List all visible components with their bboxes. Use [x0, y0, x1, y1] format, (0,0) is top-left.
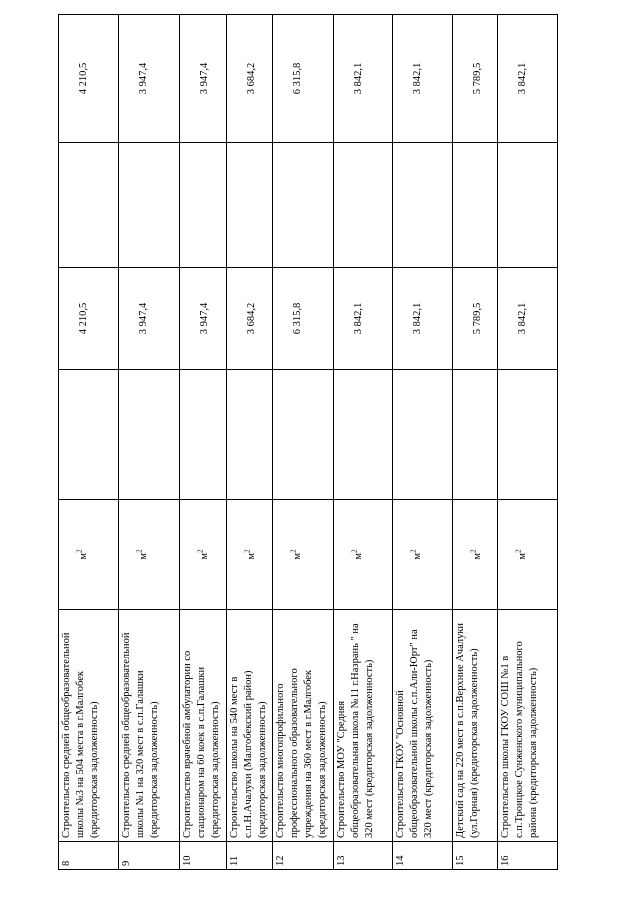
- value-cell-2: [226, 143, 272, 268]
- unit-cell: [453, 500, 498, 610]
- empty-cell: [272, 370, 333, 500]
- unit-superscript: 2: [469, 549, 478, 553]
- empty-cell: [118, 370, 180, 500]
- unit-superscript: 2: [409, 549, 418, 553]
- object-name: Строительство средней общеобразовательной школы №1 на 320 мест в с.п.Галашки (кредиторская задолженность): [118, 610, 180, 842]
- unit-cell: [272, 500, 333, 610]
- empty-cell: [498, 370, 558, 500]
- table-row: [498, 15, 558, 870]
- value-cell-1: 3 947,4: [118, 268, 180, 370]
- unit-label: м: [472, 552, 484, 560]
- unit-superscript: 2: [75, 549, 84, 553]
- unit-cell: [118, 500, 180, 610]
- row-number: 12: [272, 842, 333, 870]
- value-cell-2: [59, 143, 119, 268]
- value-cell-2: [453, 143, 498, 268]
- table-row: [226, 15, 272, 870]
- value-cell-2: [180, 143, 226, 268]
- table-row: [180, 15, 226, 870]
- unit-superscript: 2: [243, 549, 252, 553]
- row-number: 16: [498, 842, 558, 870]
- row-number: 10: [180, 842, 226, 870]
- empty-cell: [453, 370, 498, 500]
- row-number: 8: [59, 842, 119, 870]
- unit-cell: [333, 500, 393, 610]
- construction-table: [58, 14, 558, 870]
- object-name: Строительство школы ГКОУ СОШ №1 в с.п.Троицкое Сунженского муниципального района (кредиторская задолженность): [498, 610, 558, 842]
- empty-cell: [59, 370, 119, 500]
- unit-superscript: 2: [135, 549, 144, 553]
- value-cell-1: 3 947,4: [180, 268, 226, 370]
- unit-label: м: [137, 552, 149, 560]
- value-cell-1: 6 315,8: [272, 268, 333, 370]
- value-cell-3: 6 315,8: [272, 15, 333, 143]
- unit-superscript: 2: [289, 549, 298, 553]
- value-cell-1: 3 842,1: [393, 268, 453, 370]
- value-cell-2: [333, 143, 393, 268]
- object-name: Строительство средней общеобразовательной школы №3 на 504 места в г.Малгобек (кредиторская задолженность): [59, 610, 119, 842]
- table-row: [59, 15, 119, 870]
- unit-label: м: [412, 552, 424, 560]
- value-cell-3: 3 842,1: [333, 15, 393, 143]
- unit-label: м: [245, 552, 257, 560]
- object-name: Строительство ГКОУ "Основной общеобразовательной школы с.п.Али-Юрт" на 320 мест (кредиторская задолженность): [393, 610, 453, 842]
- row-number: 11: [226, 842, 272, 870]
- value-cell-2: [272, 143, 333, 268]
- empty-cell: [333, 370, 393, 500]
- unit-cell: [393, 500, 453, 610]
- value-cell-3: 4 210,5: [59, 15, 119, 143]
- rotated-page: [58, 15, 558, 870]
- table-body: [59, 15, 558, 870]
- table-row: [118, 15, 180, 870]
- empty-cell: [180, 370, 226, 500]
- object-name: Детский сад на 220 мест в с.п.Верхние Ачалуки (ул.Горная) (кредиторская задолженность): [453, 610, 498, 842]
- unit-cell: [498, 500, 558, 610]
- row-number: 15: [453, 842, 498, 870]
- unit-label: м: [517, 552, 529, 560]
- value-cell-1: 3 842,1: [333, 268, 393, 370]
- value-cell-1: 3 842,1: [498, 268, 558, 370]
- value-cell-2: [393, 143, 453, 268]
- value-cell-3: 3 947,4: [118, 15, 180, 143]
- unit-superscript: 2: [514, 549, 523, 553]
- value-cell-2: [118, 143, 180, 268]
- unit-cell: [180, 500, 226, 610]
- value-cell-1: 4 210,5: [59, 268, 119, 370]
- object-name: Строительство многопрофильного профессионального образовательного учреждения на 360 мест в г.Малгобек (кредиторская задолженность): [272, 610, 333, 842]
- value-cell-1: 3 684,2: [226, 268, 272, 370]
- object-name: Строительство школы на 540 мест в с.п.Н.Ачалуки (Малгобекский район) (кредиторская задолженность): [226, 610, 272, 842]
- value-cell-3: 3 684,2: [226, 15, 272, 143]
- unit-label: м: [291, 552, 303, 560]
- value-cell-2: [498, 143, 558, 268]
- row-number: 14: [393, 842, 453, 870]
- object-name: Строительство врачебной амбулатории со стационаром на 60 коек в с.п.Галашки (кредиторская задолженность): [180, 610, 226, 842]
- object-name: Строительство МОУ "Средняя общеобразовательная школа №11 г.Назрань " на 320 мест (кредиторская задолженность): [333, 610, 393, 842]
- value-cell-3: 3 842,1: [498, 15, 558, 143]
- empty-cell: [226, 370, 272, 500]
- unit-superscript: 2: [196, 549, 205, 553]
- empty-cell: [393, 370, 453, 500]
- table-row: [272, 15, 333, 870]
- unit-cell: [59, 500, 119, 610]
- unit-cell: [226, 500, 272, 610]
- table-row: [393, 15, 453, 870]
- unit-label: м: [199, 552, 211, 560]
- unit-label: м: [352, 552, 364, 560]
- value-cell-1: 5 789,5: [453, 268, 498, 370]
- table-row: [333, 15, 393, 870]
- value-cell-3: 3 947,4: [180, 15, 226, 143]
- row-number: 9: [118, 842, 180, 870]
- row-number: 13: [333, 842, 393, 870]
- table-row: [453, 15, 498, 870]
- unit-label: м: [78, 552, 89, 560]
- value-cell-3: 5 789,5: [453, 15, 498, 143]
- value-cell-3: 3 842,1: [393, 15, 453, 143]
- unit-superscript: 2: [350, 549, 359, 553]
